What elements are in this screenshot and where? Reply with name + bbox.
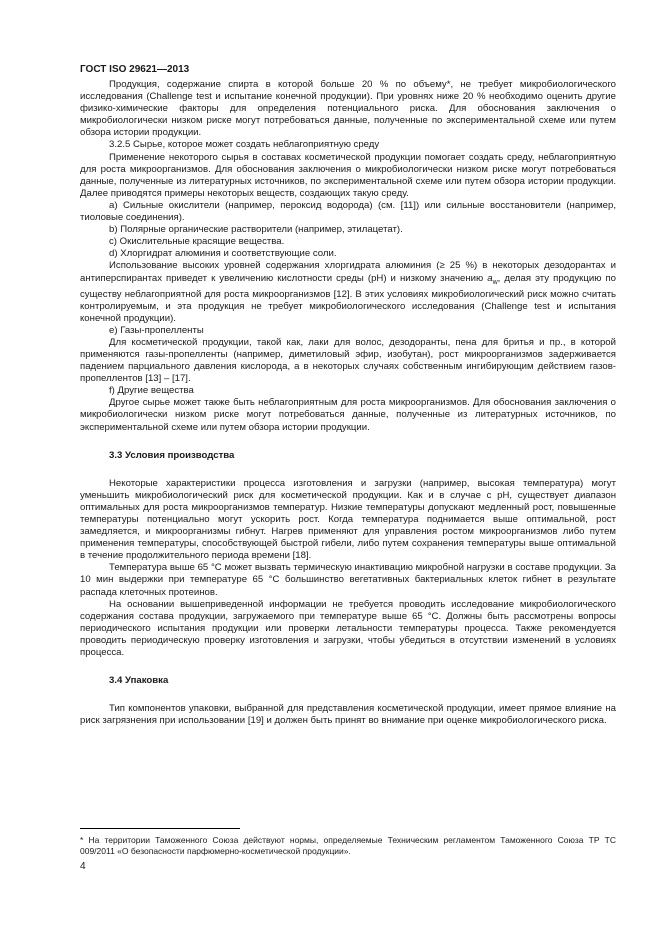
list-item: f) Другие вещества [109, 385, 194, 397]
paragraph: На основании вышеприведенной информации не требуется проводить исследование микробиологического содержания состава продукции, загружаемого при температуре выше 65 °C. Должны быть рассмотрены вопросы периодического испытания продукции или проверки летальности температуры процесса. Также рекомендуется проводить периодическую проверку изготовления и загрузки, чтобы убедиться в отсутствии изменений в условиях процесса. [80, 598, 616, 659]
paragraph: Некоторые характеристики процесса изготовления и загрузки (например, высокая температура) могут уменьшить микробиологический риск для косметической продукции. Как и в случае с pH, существует диапазон оптимальных для роста микроорганизмов температур. Низкие температуры допускают медленный рост, повышенные температуры потенциально могут ускорить рост. Когда температура поднимается выше оптимальной, рост замедляется, и микроорганизмы гибнут. Нагрев применяют для управления ростом микроорганизмов либо путем применения температуры, способствующей быстрой гибели, либо путем сохранения температуры выше оптимальной в течение продолжительного периода времени [18]. [80, 477, 616, 562]
list-item: b) Полярные органические растворители (например, этилацетат). [109, 224, 403, 236]
list-item: d) Хлоргидрат алюминия и соответствующие соли. [109, 248, 337, 260]
subsection-heading: 3.2.5 Сырье, которое может создать неблагоприятную среду [109, 139, 380, 151]
text-run: , делая эту продукцию по существу неблагоприятной для роста микроорганизмов [12]. В этих условиях микробиологический риск можно считать контролируемым, и эта продукция не требует микробиологического исследования (Challenge test и испытания конечной продукции). [80, 272, 616, 324]
standard-header: ГОСТ ISO 29621—2013 [80, 64, 190, 75]
document-body [80, 79, 616, 727]
section-heading: 3.3 Условия производства [109, 449, 235, 461]
water-activity-symbol: a [487, 272, 493, 284]
text-run: Использование высоких уровней содержания хлоргидрата алюминия (≥ 25 %) в некоторых дезодорантах и антиперспирантах приведет к увеличению кислотности среды (pH) и низкому значению [80, 260, 616, 284]
section-heading: 3.4 Упаковка [109, 675, 169, 687]
paragraph [80, 260, 616, 324]
footnote: * На территории Таможенного Союза действуют нормы, определяемые Техническим регламентом Таможенного Союза ТР ТС 009/2011 «О безопасности парфюмерно-косметической продукции». [80, 835, 616, 856]
footnote-separator [80, 828, 240, 829]
list-item: e) Газы-пропелленты [109, 324, 204, 336]
paragraph: Применение некоторого сырья в составах косметической продукции помогает создать среду, неблагоприятную для роста микроорганизмов. Для обоснования заключения о микробиологически низком риске могут потребоваться данные, полученные из литературных источников, по экспериментальной схеме или путем обзора истории продукции. Далее приводятся примеры некоторых веществ, создающих такую среду. [80, 151, 616, 199]
list-item: a) Сильные окислители (например, пероксид водорода) (см. [11]) или сильные восстановители (например, тиоловые соединения). [80, 199, 616, 224]
list-item: c) Окислительные красящие вещества. [109, 236, 285, 248]
paragraph: Температура выше 65 °C может вызвать термическую инактивацию микробной нагрузки в составе продукции. За 10 мин выдержки при температуре 65 °C большинство вегетативных бактериальных клеток гибнет в результате распада клеточных протеинов. [80, 562, 616, 598]
paragraph: Продукция, содержание спирта в которой больше 20 % по объему*, не требует микробиологического исследования (Challenge test и испытание конечной продукции). При уровнях ниже 20 % необходимо оценить другие физико-химические факторы для определения потенциального риска. Для обоснования заключения о микробиологически низком риске могут потребоваться данные, полученные по экспериментальной схеме или путем обзора истории продукции. [80, 79, 616, 139]
subscript: w [492, 278, 498, 286]
paragraph: Для косметической продукции, такой как, лаки для волос, дезодоранты, пена для бритья и пр., в которой применяются газы-пропелленты (например, диметиловый эфир, изобутан), рост микроорганизмов задерживается падением парциального давления кислорода, а в некоторых случаях собственным ингибирующим действием газов-пропеллентов [13] – [17]. [80, 336, 616, 385]
paragraph: Тип компонентов упаковки, выбранной для представления косметической продукции, имеет прямое влияние на риск загрязнения при использовании [19] и должен быть принят во внимание при оценке микробиологического риска. [80, 703, 616, 727]
paragraph: Другое сырье может также быть неблагоприятным для роста микроорганизмов. Для обоснования заключения о микробиологически низком риске могут потребоваться данные, полученные из литературных источников, по экспериментальной схеме или путем обзора истории продукции. [80, 397, 616, 433]
page-number: 4 [80, 861, 86, 872]
